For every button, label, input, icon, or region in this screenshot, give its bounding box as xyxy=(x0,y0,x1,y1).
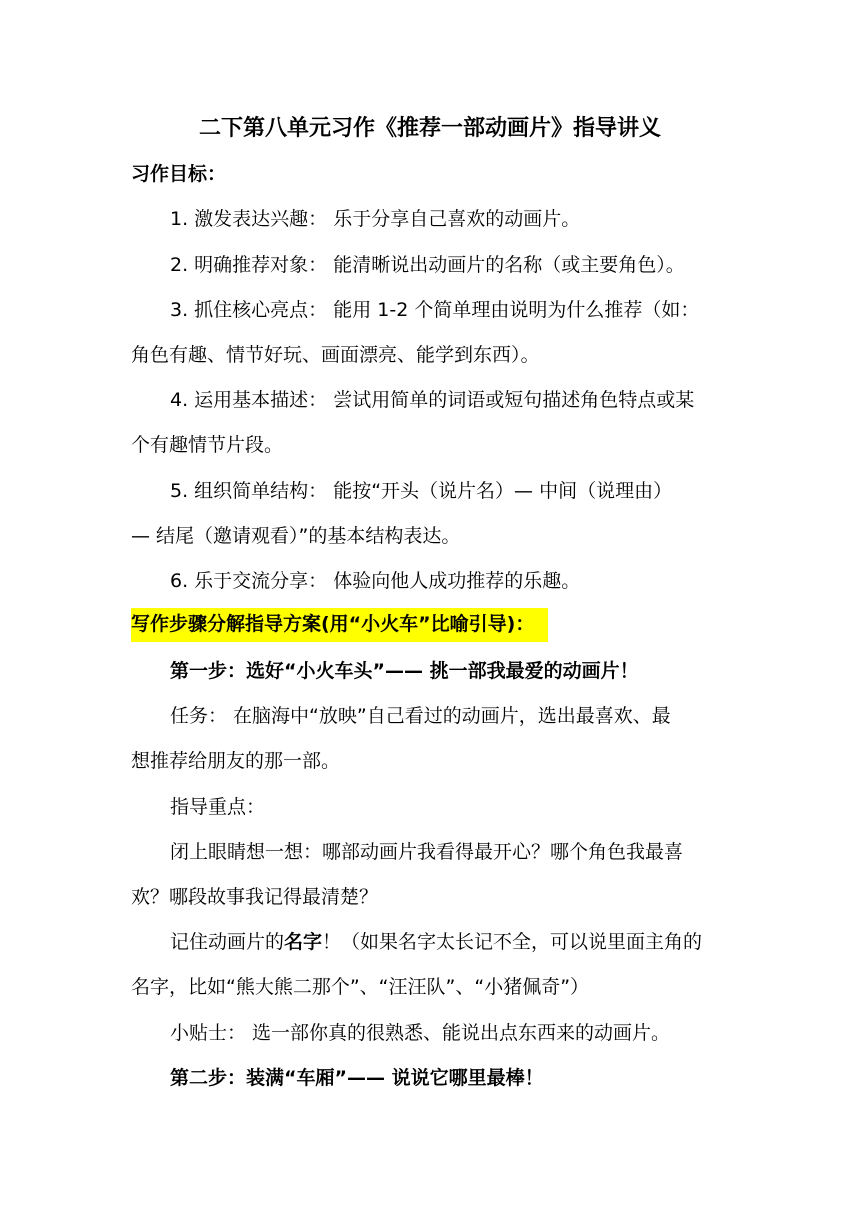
step-2-heading: 第二步：装满“车厢”—— 说说它哪里最棒！ xyxy=(170,1067,544,1089)
remember-name-bold: 名字 xyxy=(284,931,323,953)
goal-3-line-1: 3. 抓住核心亮点： 能用 1-2 个简单理由说明为什么推荐（如： xyxy=(170,299,700,321)
goal-1: 1. 激发表达兴趣： 乐于分享自己喜欢的动画片。 xyxy=(170,208,581,230)
document-title: 二下第八单元习作《推荐一部动画片》指导讲义 xyxy=(198,116,661,141)
goal-2: 2. 明确推荐对象： 能清晰说出动画片的名称（或主要角色）。 xyxy=(170,254,685,276)
goals-heading: 习作目标： xyxy=(131,163,227,185)
goal-5-line-1: 5. 组织简单结构： 能按“开头（说片名）— 中间（说理由） xyxy=(170,480,673,502)
goal-3-line-2: 角色有趣、情节好玩、画面漂亮、能学到东西）。 xyxy=(131,344,540,366)
step-1-tip: 小贴士： 选一部你真的很熟悉、能说出点东西来的动画片。 xyxy=(170,1022,671,1044)
step-1-think-line-2: 欢？哪段故事我记得最清楚？ xyxy=(131,886,379,908)
goal-4-line-1: 4. 运用基本描述： 尝试用简单的词语或短句描述角色特点或某 xyxy=(170,389,695,411)
goal-5-line-2: — 结尾（邀请观看）”的基本结构表达。 xyxy=(131,525,461,547)
step-1-think-line-1: 闭上眼睛想一想：哪部动画片我看得最开心？哪个角色我最喜 xyxy=(170,841,684,863)
goal-4-line-2: 个有趣情节片段。 xyxy=(131,434,284,456)
goal-6: 6. 乐于交流分享： 体验向他人成功推荐的乐趣。 xyxy=(170,570,581,592)
remember-suffix: ！（如果名字太长记不全，可以说里面主角的 xyxy=(322,931,703,953)
step-1-task-line-1: 任务： 在脑海中“放映”自己看过的动画片，选出最喜欢、最 xyxy=(170,705,671,727)
steps-heading-highlight xyxy=(131,612,548,636)
step-1-task-line-2: 想推荐给朋友的那一部。 xyxy=(131,750,341,772)
step-1-remember-line-1 xyxy=(170,930,702,954)
step-1-remember-line-2: 名字，比如“熊大熊二那个”、“汪汪队”、“小猪佩奇”） xyxy=(131,976,590,998)
remember-prefix: 记住动画片的 xyxy=(170,931,285,953)
step-1-focus-label: 指导重点： xyxy=(170,796,266,818)
step-1-heading: 第一步：选好“小火车头”—— 挑一部我最爱的动画片！ xyxy=(170,660,639,682)
steps-heading: 写作步骤分解指导方案(用“小火车”比喻引导)： xyxy=(131,608,548,642)
